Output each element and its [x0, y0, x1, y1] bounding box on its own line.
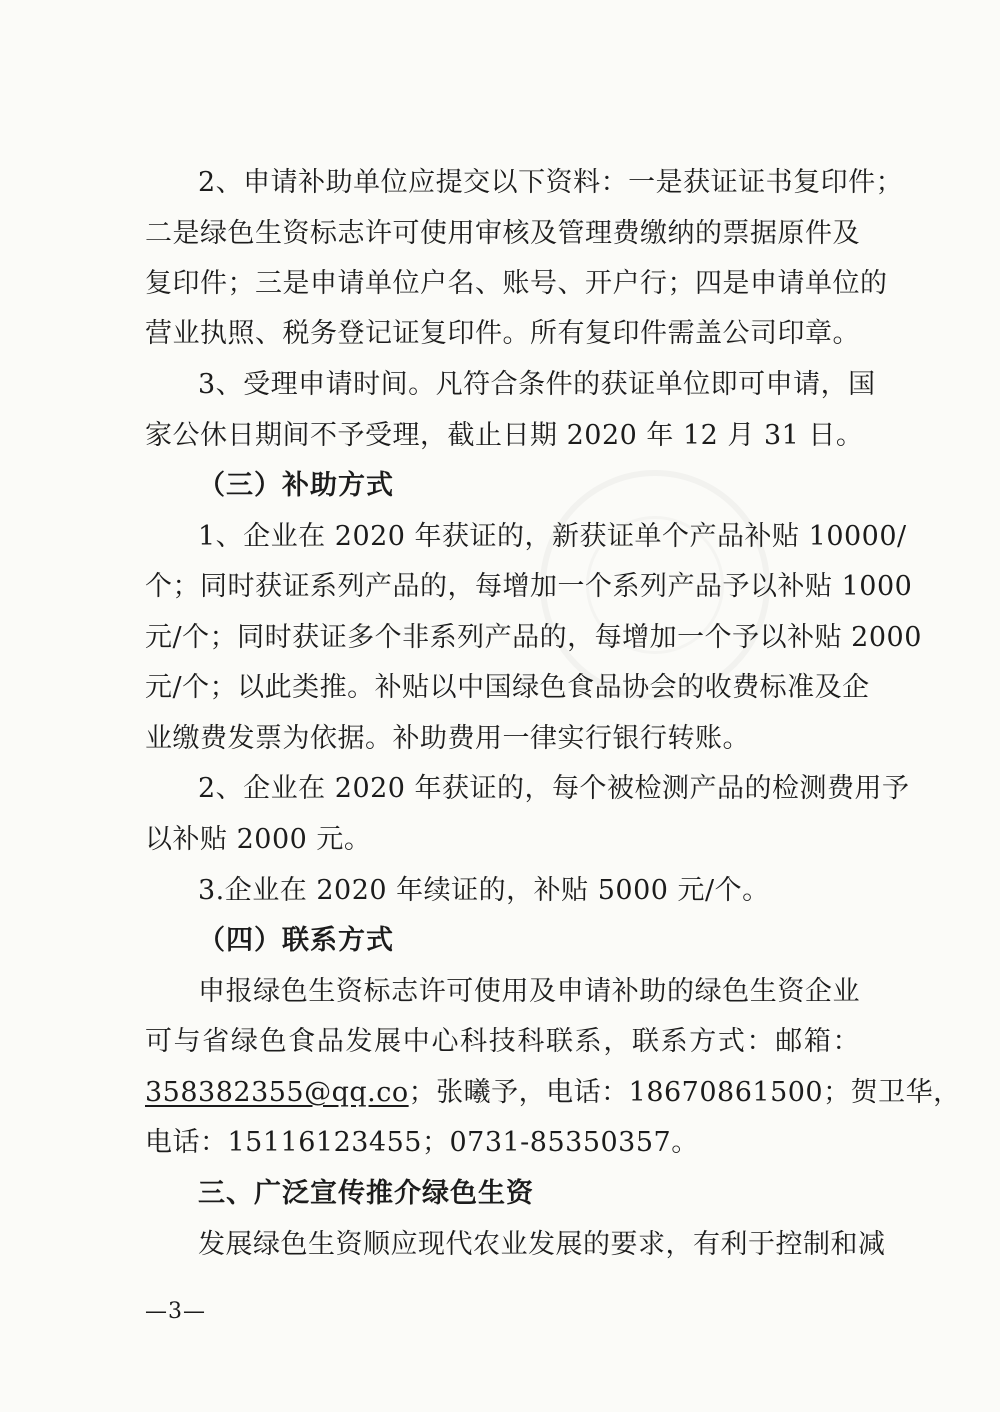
subsidy-1-line-4: 元/个；以此类推。补贴以中国绿色食品协会的收费标准及企: [145, 672, 870, 703]
section-three-heading: 三、广泛宣传推介绿色生资: [198, 1178, 534, 1209]
subsidy-2-line-1: 2、企业在 2020 年获证的，每个被检测产品的检测费用予: [198, 773, 910, 804]
section-3-heading: （三）补助方式: [198, 470, 394, 501]
paragraph-2-line-4: 营业执照、税务登记证复印件。所有复印件需盖公司印章。: [145, 318, 860, 349]
subsidy-1-line-2: 个；同时获证系列产品的，每增加一个系列产品予以补贴 1000: [145, 571, 913, 602]
subsidy-1-line-3: 元/个；同时获证多个非系列产品的，每增加一个予以补贴 2000: [145, 622, 922, 653]
paragraph-2-line-3: 复印件；三是申请单位户名、账号、开户行；四是申请单位的: [145, 268, 888, 299]
contact-line-2: 可与省绿色食品发展中心科技科联系，联系方式：邮箱：: [145, 1026, 860, 1057]
page-number: —3—: [145, 1299, 206, 1324]
paragraph-2-line-1: 2、申请补助单位应提交以下资料：一是获证证书复印件；: [198, 167, 904, 198]
subsidy-1-line-1: 1、企业在 2020 年获证的，新获证单个产品补贴 10000/: [198, 521, 907, 552]
contact-line-3: [145, 1075, 961, 1111]
paragraph-3-line-1: 3、受理申请时间。凡符合条件的获证单位即可申请，国: [198, 369, 876, 400]
contact-line-3-rest: ；张曦予，电话：18670861500；贺卫华，: [408, 1077, 961, 1108]
subsidy-1-line-5: 业缴费发票为依据。补助费用一律实行银行转账。: [145, 723, 750, 754]
section-4-heading: （四）联系方式: [198, 925, 394, 956]
final-paragraph-line-1: 发展绿色生资顺应现代农业发展的要求，有利于控制和减: [198, 1229, 886, 1260]
paragraph-3-line-2: 家公休日期间不予受理，截止日期 2020 年 12 月 31 日。: [145, 420, 864, 451]
contact-line-4: 电话：15116123455；0731-85350357。: [145, 1127, 699, 1158]
contact-email-link[interactable]: 358382355@qq.co: [145, 1077, 409, 1108]
paragraph-2-line-2: 二是绿色生资标志许可使用审核及管理费缴纳的票据原件及: [145, 218, 860, 249]
subsidy-2-line-2: 以补贴 2000 元。: [145, 824, 372, 855]
subsidy-3-line-1: 3.企业在 2020 年续证的，补贴 5000 元/个。: [198, 875, 770, 906]
contact-line-1: 申报绿色生资标志许可使用及申请补助的绿色生资企业: [198, 976, 860, 1007]
